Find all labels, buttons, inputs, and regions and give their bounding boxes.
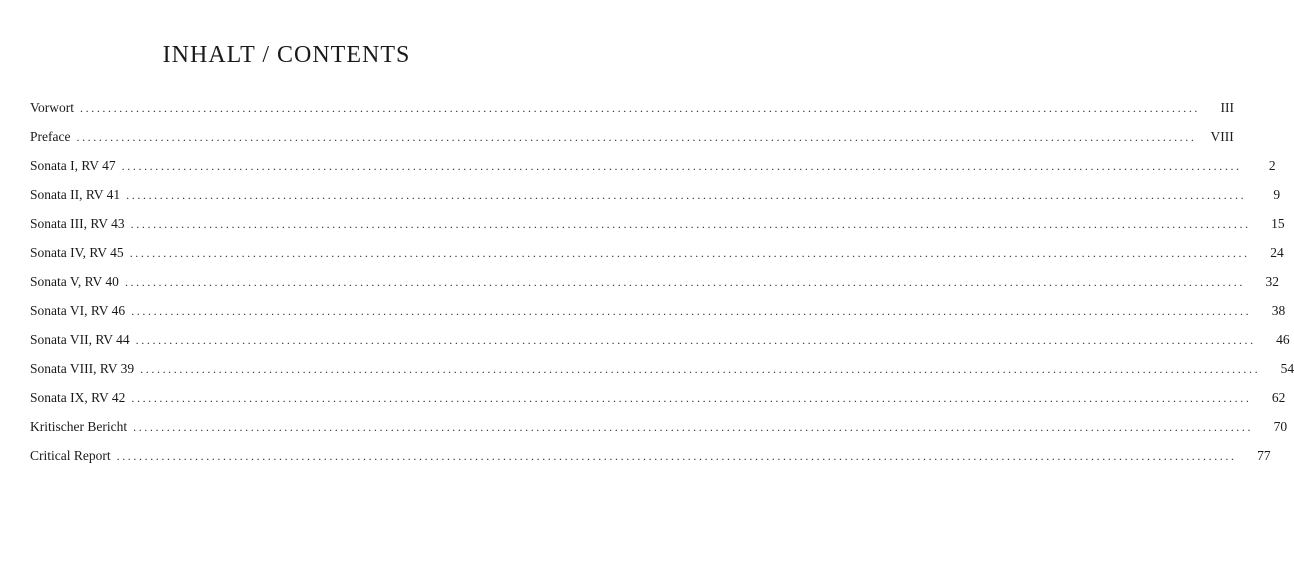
dot-leader: ........................................................................................................................................................................................................ xyxy=(121,159,1242,173)
toc-entry xyxy=(30,419,1288,448)
toc-entry-page: 32 xyxy=(1265,274,1279,289)
toc-entry-label: Vorwort xyxy=(30,100,75,115)
toc-entry xyxy=(30,448,1271,477)
toc-entry-label: Sonata VII, RV 44 xyxy=(30,332,130,347)
toc-entry-page: 70 xyxy=(1273,419,1288,434)
toc-entry-page: 15 xyxy=(1271,216,1285,231)
toc-entry-page: 24 xyxy=(1270,245,1284,260)
dot-leader: ........................................................................................................................................................................................................ xyxy=(131,391,1252,405)
toc-entry xyxy=(30,216,1285,245)
toc-entry xyxy=(30,129,1234,158)
toc-entry xyxy=(30,274,1279,303)
toc-entry-page: 9 xyxy=(1273,187,1281,202)
toc-entry-page: 46 xyxy=(1276,332,1290,347)
toc-entry-page: 54 xyxy=(1280,361,1294,376)
toc-entry xyxy=(30,158,1276,187)
toc-entry-page: 62 xyxy=(1271,390,1286,405)
toc-entry-page: III xyxy=(1220,100,1235,115)
dot-leader: ........................................................................................................................................................................................................ xyxy=(135,333,1256,347)
dot-leader: ........................................................................................................................................................................................................ xyxy=(140,362,1261,376)
toc-entry-page: 38 xyxy=(1271,303,1286,318)
toc-entry-page: 77 xyxy=(1257,448,1271,463)
page-title: INHALT / CONTENTS xyxy=(162,42,411,68)
toc-entry xyxy=(30,100,1235,129)
toc-entry-page: 2 xyxy=(1268,158,1276,173)
toc-entry-page: VIII xyxy=(1210,129,1234,144)
dot-leader: ........................................................................................................................................................................................................ xyxy=(76,130,1197,144)
toc-entry-label: Sonata IV, RV 45 xyxy=(30,245,124,260)
toc-entry-label: Sonata II, RV 41 xyxy=(30,187,121,202)
dot-leader: ........................................................................................................................................................................................................ xyxy=(116,449,1237,463)
toc-entry xyxy=(30,187,1281,216)
dot-leader: ........................................................................................................................................................................................................ xyxy=(129,246,1250,260)
toc-entry-label: Preface xyxy=(30,129,71,144)
dot-leader: ........................................................................................................................................................................................................ xyxy=(131,304,1252,318)
dot-leader: ........................................................................................................................................................................................................ xyxy=(130,217,1251,231)
toc-entry-label: Sonata III, RV 43 xyxy=(30,216,125,231)
toc-entry xyxy=(30,390,1286,419)
toc-entry-label: Critical Report xyxy=(30,448,111,463)
table-of-contents xyxy=(30,100,1294,477)
toc-entry-label: Sonata I, RV 47 xyxy=(30,158,116,173)
toc-entry-label: Sonata VIII, RV 39 xyxy=(30,361,135,376)
dot-leader: ........................................................................................................................................................................................................ xyxy=(80,101,1201,115)
toc-entry-label: Sonata V, RV 40 xyxy=(30,274,119,289)
toc-entry xyxy=(30,245,1284,274)
toc-entry-label: Sonata VI, RV 46 xyxy=(30,303,126,318)
toc-entry-label: Sonata IX, RV 42 xyxy=(30,390,126,405)
toc-entry xyxy=(30,361,1294,390)
dot-leader: ........................................................................................................................................................................................................ xyxy=(126,188,1247,202)
dot-leader: ........................................................................................................................................................................................................ xyxy=(124,275,1245,289)
toc-entry xyxy=(30,332,1290,361)
toc-entry-label: Kritischer Bericht xyxy=(30,419,128,434)
toc-entry xyxy=(30,303,1286,332)
dot-leader: ........................................................................................................................................................................................................ xyxy=(133,420,1254,434)
